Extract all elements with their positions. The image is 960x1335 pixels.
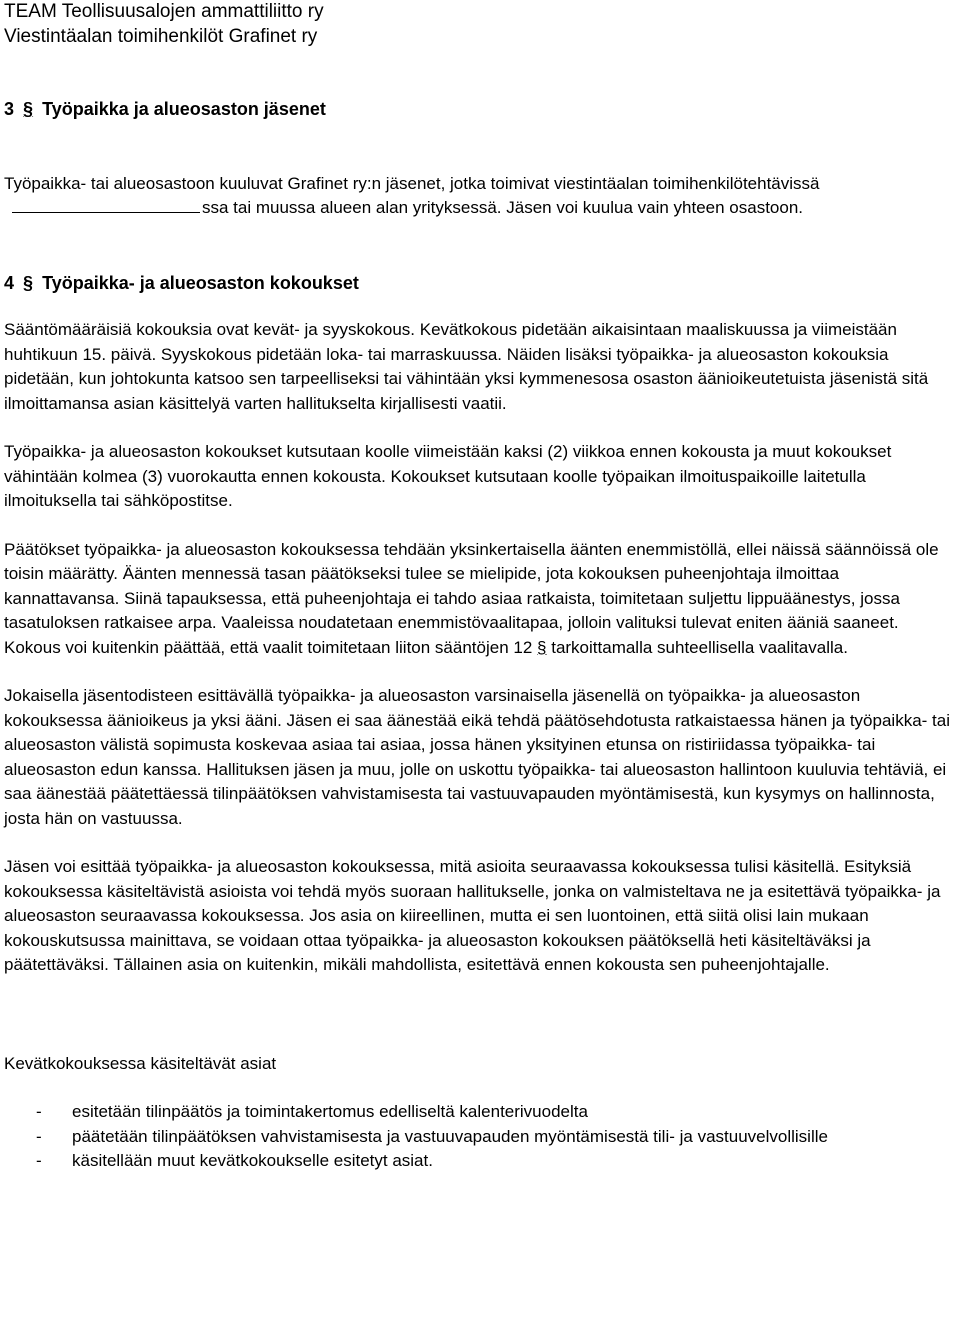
section-4-paragraph: Jäsen voi esittää työpaikka- ja alueosaston kokouksessa, mitä asioita seuraavassa kokouksessa tulisi käsitellä. Esityksiä kokouksessa käsiteltävistä asioista voi tehdä myös suoraan hallitukselle, jonka on valmisteltava ne ja esitettävä työpaikka- ja alueosaston seuraavassa kokouksessa. Jos asia on kiireellinen, mutta ei sen luontoinen, että siitä olisi lain mukaan kokouskutsussa mainittava, se voidaan ottaa työpaikka- ja alueosaston kokouksen päätöksellä heti käsiteltäväksi ja päätettäväksi. Tällainen asia on kuitenkin, mikäli mahdollista, esitettävä ennen kokousta sen puheenjohtajalle. [4,857,941,974]
list-item-text: käsitellään muut kevätkokoukselle esitetyt asiat. [72,1151,433,1170]
document-page [4,0,956,1174]
section-title: Työpaikka ja alueosaston jäsenet [42,99,326,119]
list-dash: - [36,1126,42,1146]
section-4-paragraph: Sääntömääräisiä kokouksia ovat kevät- ja syyskokous. Kevätkokous pidetään aikaisintaan maaliskuussa ja viimeistään huhtikuun 15. päivä. Syyskokous pidetään loka- tai marraskuussa. Näiden lisäksi työpaikka- ja alueosaston kokouksia pidetään, kun johtokunta katsoo sen tarpeelliseksi tai vähintään yksi kymmenesosa osaston äänioikeutetuista jäsenistä sitä ilmoittamansa asian käsittelyä varten hallitukselta kirjallisesti vaatii. [4,320,929,413]
list-item-text: esitetään tilinpäätös ja toimintakertomus edelliseltä kalenterivuodelta [72,1102,588,1121]
section-3-paragraph [4,172,956,221]
paragraph-text: Päätökset työpaikka- ja alueosaston kokouksessa tehdään yksinkertaisella äänten enemmistöllä, ellei näissä säännöissä ole toisin määrätty. Äänten mennessä tasan päätökseksi tulee se mielipide, jota kokouksen puheenjohtaja ilmoittaa kannattavansa. Siinä tapauksessa, että puheenjohtaja ei tahdo asiaa ratkaista, toimitetaan suljettu lippuäänestys, jossa tasatuloksen ratkaisee arpa. Vaaleissa noudatetaan enemmistövaalitapaa, jolloin valituksi tulevat eniten ääniä saaneet. Kokous voi kuitenkin päättää, että vaalit toimitetaan liiton sääntöjen 12 [4,539,939,657]
section-4-paragraph [4,538,956,661]
section-mark: § [537,637,547,657]
spring-meeting-list [4,1100,956,1174]
section-4-paragraph: Jokaisella jäsentodisteen esittävällä työpaikka- ja alueosaston varsinaisella jäsenellä on työpaikka- ja alueosaston kokouksessa äänioikeus ja yksi ääni. Jäsen ei saa äänestää eikä tehdä päätösehdotusta ratkaistaessa hänen ja työpaikka- tai alueosaston välistä sopimusta koskevaa asiaa tai asiaa, jossa hänen yksityinen etunsa on ristiriidassa työpaikka- tai alueosaston edun kanssa. Hallituksen jäsen ja muu, jolle on uskottu työpaikka- tai alueosaston hallintoon kuuluvia tehtäviä, ei saa äänestää päätettäessä tilinpäätöksen vahvistamisesta tai vastuuvapauden myöntämisestä, kun kysymys on hallinnosta, josta hän on vastuussa. [4,686,950,828]
list-item [4,1125,956,1150]
list-item [4,1100,956,1125]
organization-header [4,0,956,49]
section-3-heading [4,97,956,122]
section-number: 3 [4,99,15,119]
list-item-text: päätetään tilinpäätöksen vahvistamisesta ja vastuuvapauden myöntämisestä tili- ja vastuuvelvollisille [72,1126,828,1146]
paragraph-text: tarkoittamalla suhteellisella vaalitavalla. [551,637,848,657]
section-4-paragraph: Työpaikka- ja alueosaston kokoukset kutsutaan koolle viimeistään kaksi (2) viikkoa ennen kokousta ja muut kokoukset vähintään kolmea (3) vuorokautta ennen kokousta. Kokoukset kutsutaan koolle työpaikan ilmoituspaikoille laitetulla ilmoituksella tai sähköpostitse. [4,442,892,510]
list-dash: - [36,1151,42,1170]
section-mark: § [23,99,34,119]
org-name-line: TEAM Teollisuusalojen ammattiliitto ry [4,1,324,22]
paragraph-text: ssa tai muussa alueen alan yrityksessä. Jäsen voi kuulua vain yhteen osastoon. [202,198,804,217]
section-number: 4 [4,272,15,293]
fill-in-blank [12,198,200,213]
list-dash: - [36,1102,42,1121]
list-item [4,1149,956,1174]
paragraph-text: Työpaikka- tai alueosastoon kuuluvat Grafinet ry:n jäsenet, jotka toimivat viestintäalan toimihenkilötehtävissä [4,173,820,193]
spring-meeting-heading: Kevätkokouksessa käsiteltävät asiat [4,1053,277,1073]
org-name-line: Viestintäalan toimihenkilöt Grafinet ry [4,26,318,47]
section-mark: § [23,272,34,293]
section-4-heading [4,271,956,296]
section-title: Työpaikka- ja alueosaston kokoukset [42,272,359,293]
